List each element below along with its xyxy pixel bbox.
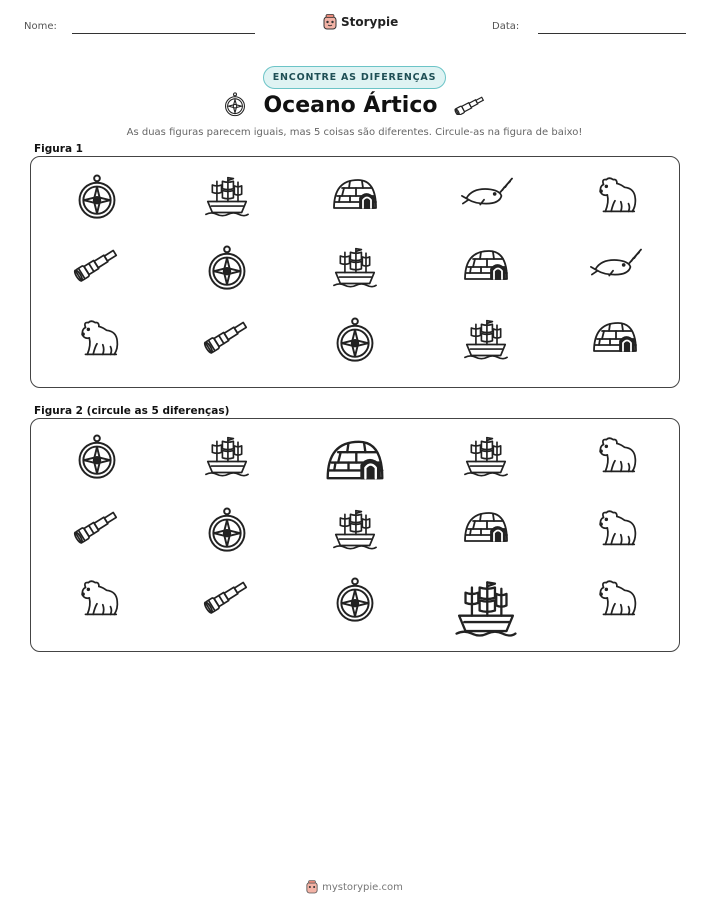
brand-logo (323, 14, 398, 30)
compass-icon[interactable] (197, 245, 257, 293)
narwhal-icon[interactable] (585, 245, 645, 281)
bear-icon[interactable] (585, 577, 645, 619)
compass-icon[interactable] (325, 317, 385, 365)
bear-icon[interactable] (67, 317, 127, 359)
compass-icon[interactable] (325, 577, 385, 625)
spyglass-icon[interactable] (67, 245, 127, 283)
ship-icon[interactable] (456, 434, 516, 478)
name-field[interactable] (72, 33, 255, 34)
narwhal-icon[interactable] (456, 174, 516, 210)
igloo-icon[interactable] (585, 317, 645, 357)
ship-icon[interactable] (325, 245, 385, 289)
spyglass-icon[interactable] (67, 507, 127, 545)
ship-icon[interactable] (197, 174, 257, 218)
footer-row (0, 880, 709, 894)
storypie-mascot-icon (323, 14, 337, 30)
page-title: Oceano Ártico (263, 92, 438, 118)
ship-icon[interactable] (325, 507, 385, 551)
figure-2-label: Figura 2 (circule as 5 diferenças) (34, 405, 230, 417)
title-row (0, 92, 709, 118)
bear-icon[interactable] (67, 577, 127, 619)
compass-icon (223, 92, 247, 118)
igloo-icon[interactable] (456, 507, 516, 547)
activity-badge: ENCONTRE AS DIFERENÇAS (263, 66, 446, 89)
igloo-icon[interactable] (325, 174, 385, 214)
compass-icon[interactable] (67, 434, 127, 482)
instructions-row (0, 127, 709, 138)
name-label: Nome: (24, 21, 57, 32)
spyglass-icon[interactable] (197, 317, 257, 355)
bear-icon[interactable] (585, 507, 645, 549)
bear-icon[interactable] (585, 434, 645, 476)
spyglass-icon (454, 95, 486, 115)
compass-icon[interactable] (67, 174, 127, 222)
igloo-icon[interactable] (315, 434, 395, 486)
badge-row (0, 66, 709, 89)
ship-icon[interactable] (197, 434, 257, 478)
ship-icon[interactable] (446, 577, 526, 639)
spyglass-icon[interactable] (197, 577, 257, 615)
igloo-icon[interactable] (456, 245, 516, 285)
storypie-mascot-icon (306, 880, 318, 894)
footer-url[interactable]: mystorypie.com (322, 881, 403, 893)
compass-icon[interactable] (197, 507, 257, 555)
instructions-text: As duas figuras parecem iguais, mas 5 coisas são diferentes. Circule-as na figura de baixo! (126, 127, 583, 138)
figure-1-panel[interactable] (30, 156, 680, 388)
ship-icon[interactable] (456, 317, 516, 361)
bear-icon[interactable] (585, 174, 645, 216)
date-field[interactable] (538, 33, 686, 34)
brand-name: Storypie (341, 15, 399, 29)
figure-1-label: Figura 1 (34, 143, 83, 155)
figure-2-panel[interactable] (30, 418, 680, 652)
date-label: Data: (492, 21, 520, 32)
